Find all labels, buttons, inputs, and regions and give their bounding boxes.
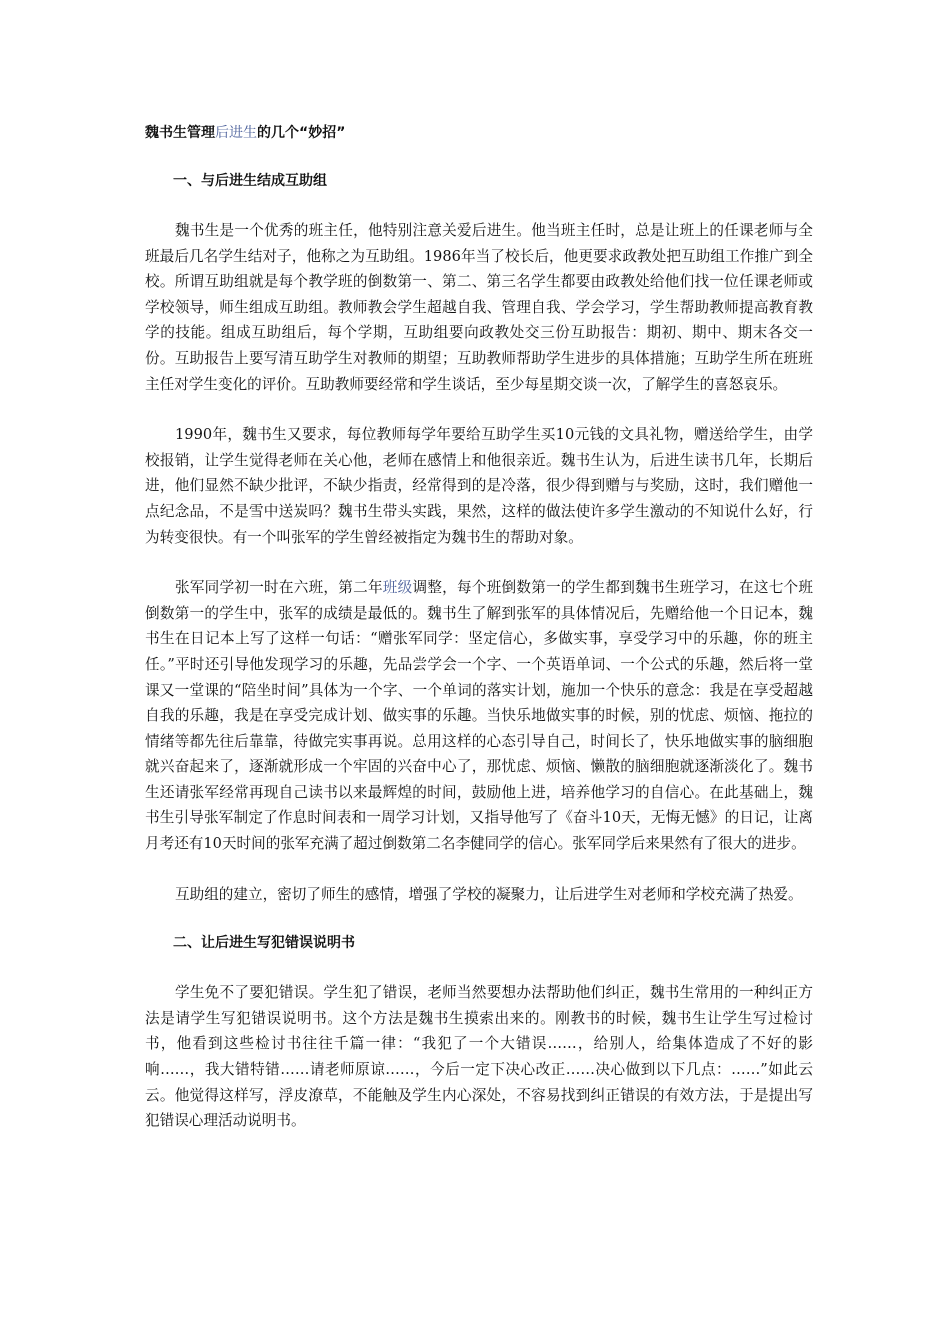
- document-title: [145, 122, 813, 144]
- paragraph-3: [145, 575, 813, 857]
- paragraph-3-rest: 调整，每个班倒数第一的学生都到魏书生班学习，在这七个班倒数第一的学生中，张军的成绩是最低的。魏书生了解到张军的具体情况后，先赠给他一个日记本，魏书生在日记本上写了这样一句话：“赠张军同学：坚定信心，多做实事，享受学习中的乐趣，你的班主任。”平时还引导他发现学习的乐趣，先品尝学会一个字、一个英语单词、一个公式的乐趣，然后将一堂课又一堂课的“陪坐时间”具体为一个字、一个单词的落实计划，施加一个快乐的意念：我是在享受超越自我的乐趣，我是在享受完成计划、做实事的乐趣。当快乐地做实事的时候，别的忧虑、烦恼、拖拉的情绪等都先往后靠靠，待做完实事再说。总用这样的心态引导自己，时间长了，快乐地做实事的脑细胞就兴奋起来了，逐渐就形成一个牢固的兴奋中心了，那忧虑、烦恼、懒散的脑细胞就逐渐淡化了。魏书生还请张军经常再现自己读书以来最辉煌的时间，鼓励他上进，培养他学习的自信心。在此基础上，魏书生引导张军制定了作息时间表和一周学习计划，又指导他写了《奋斗10天，无悔无憾》的日记，让离月考还有10天时间的张军充满了超过倒数第二名李健同学的信心。张军同学后来果然有了很大的进步。: [145, 579, 813, 853]
- title-part-1: 魏书生管理: [145, 125, 215, 141]
- paragraph-4: 互助组的建立，密切了师生的感情，增强了学校的凝聚力，让后进学生对老师和学校充满了热爱。: [175, 885, 803, 903]
- section-heading-1: 一、与后进生结成互助组: [173, 173, 327, 189]
- paragraph-1: 魏书生是一个优秀的班主任，他特别注意关爱后进生。他当班主任时，总是让班上的任课老师与全班最后几名学生结对子，他称之为互助组。1986年当了校长后，他更要求政教处把互助组工作推广到全校。所谓互助组就是每个教学班的倒数第一、第二、第三名学生都要由政教处给他们找一位任课老师或学校领导，师生组成互助组。教师教会学生超越自我、管理自我、学会学习，学生帮助教师提高教育教学的技能。组成互助组后，每个学期，互助组要向政教处交三份互助报告：期初、期中、期末各交一份。互助报告上要写清互助学生对教师的期望；互助教师帮助学生进步的具体措施；互助学生所在班班主任对学生变化的评价。互助教师要经常和学生谈话，至少每星期交谈一次，了解学生的喜怒哀乐。: [145, 222, 813, 393]
- paragraph-3-link-text: 班级: [382, 579, 413, 597]
- paragraph-3-start: 张军同学初一时在六班，第二年: [175, 579, 383, 597]
- title-part-3: 的几个“妙招”: [257, 125, 346, 141]
- paragraph-5: 学生免不了要犯错误。学生犯了错误，老师当然要想办法帮助他们纠正，魏书生常用的一种纠正方法是请学生写犯错误说明书。这个方法是魏书生摸索出来的。刚教书的时候，魏书生让学生写过检讨书，他看到这些检讨书往往千篇一律：“我犯了一个大错误……，给别人，给集体造成了不好的影响……，我大错特错……请老师原谅……，今后一定下决心改正……决心做到以下几点：……”如此云云。他觉得这样写，浮皮潦草，不能触及学生内心深处，不容易找到纠正错误的有效方法，于是提出写犯错误心理活动说明书。: [145, 984, 813, 1130]
- title-link-text: 后进生: [215, 125, 257, 141]
- document-page: [145, 122, 813, 1159]
- section-heading-2: 二、让后进生写犯错误说明书: [173, 935, 355, 952]
- paragraph-2: 1990年，魏书生又要求，每位教师每学年要给互助学生买10元钱的文具礼物，赠送给学生，由学校报销，让学生觉得老师在关心他，老师在感情上和他很亲近。魏书生认为，后进生读书几年，长期后进，他们显然不缺少批评，不缺少指责，经常得到的是冷落，很少得到赠与与奖励，这时，我们赠他一点纪念品，不是雪中送炭吗？魏书生带头实践，果然，这样的做法使许多学生激动的不知说什么好，行为转变很快。有一个叫张军的学生曾经被指定为魏书生的帮助对象。: [145, 426, 813, 546]
